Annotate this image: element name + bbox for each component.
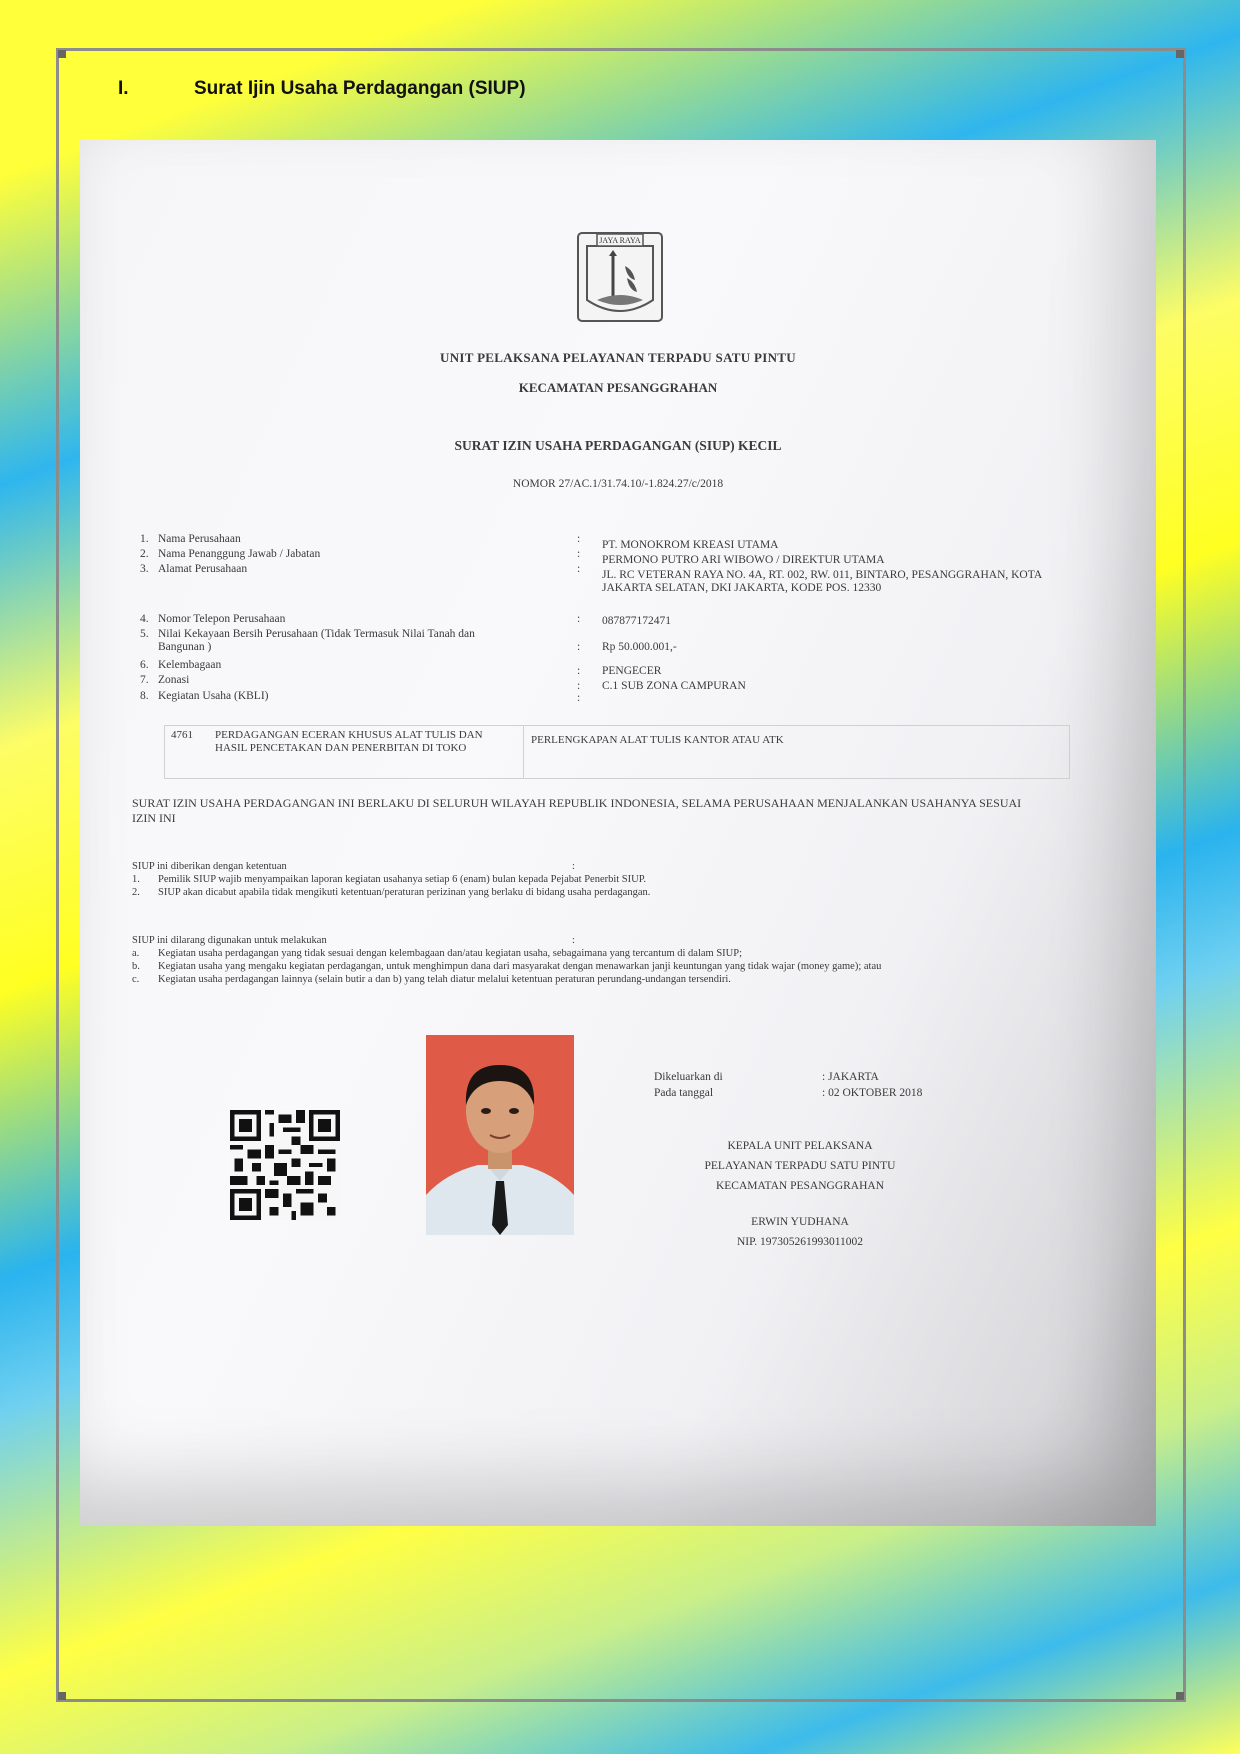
field-label: Nama Perusahaan: [158, 533, 241, 545]
condition-item: [132, 886, 1092, 899]
field-value: C.1 SUB ZONA CAMPURAN: [602, 680, 746, 692]
section-number: I.: [118, 78, 129, 99]
document-title: SURAT IZIN USAHA PERDAGANGAN (SIUP) KECIL: [454, 438, 782, 453]
field-label: Kegiatan Usaha (KBLI): [158, 690, 269, 702]
prohibition-mark: b.: [132, 961, 140, 972]
signatory-title-line2: PELAYANAN TERPADU SATU PINTU: [704, 1160, 896, 1172]
field-colon: :: [577, 641, 581, 653]
condition-mark: 1.: [132, 874, 140, 885]
prohibitions-section: [132, 934, 1092, 986]
signatory-title-line3: KECAMATAN PESANGGRAHAN: [715, 1180, 885, 1192]
document-number: NOMOR 27/AC.1/31.74.10/-1.824.27/c/2018: [512, 478, 724, 490]
prohibition-item: [132, 947, 1092, 960]
signatory-nip: NIP. 197305261993011002: [736, 1236, 864, 1248]
field-value: PT. MONOKROM KREASI UTAMA: [602, 539, 779, 551]
frame-corner-bottom-right: [1176, 1692, 1184, 1700]
kbli-description: PERDAGANGAN ECERAN KHUSUS ALAT TULIS DAN HASIL PENCETAKAN DAN PENERBITAN DI TOKO: [215, 729, 483, 754]
office-name-line2: KECAMATAN PESANGGRAHAN: [518, 380, 718, 395]
field-label: Zonasi: [158, 674, 190, 686]
signatory-name: ERWIN YUDHANA: [751, 1216, 849, 1228]
field-colon: :: [577, 613, 581, 625]
field-colon: :: [577, 665, 581, 677]
issued-on-label: Pada tanggal: [654, 1087, 714, 1099]
field-number: 5.: [140, 628, 149, 640]
field-colon: :: [577, 563, 581, 575]
emblem-text: JAYA RAYA: [599, 236, 641, 245]
kbli-product: PERLENGKAPAN ALAT TULIS KANTOR ATAU ATK: [531, 734, 784, 746]
signatory-title-line1: KEPALA UNIT PELAKSANA: [727, 1140, 873, 1152]
conditions-colon: :: [572, 861, 575, 872]
field-colon: :: [577, 533, 581, 545]
field-label: Alamat Perusahaan: [158, 563, 248, 575]
owner-portrait-photo: [426, 1035, 574, 1235]
field-value: 087877172471: [602, 615, 671, 627]
condition-text: Pemilik SIUP wajib menyampaikan laporan kegiatan usahanya setiap 6 (enam) bulan kepada Pejabat Penerbit SIUP.: [158, 874, 647, 885]
field-value: JL. RC VETERAN RAYA NO. 4A, RT. 002, RW. 011, BINTARO, PESANGGRAHAN, KOTA JAKARTA SELATAN, DKI JAKARTA, KODE POS. 12330: [602, 569, 1042, 594]
frame-corner-top-left: [58, 50, 66, 58]
section-title: Surat Ijin Usaha Perdagangan (SIUP): [194, 78, 526, 99]
office-name-line1: UNIT PELAKSANA PELAYANAN TERPADU SATU PINTU: [440, 350, 796, 365]
field-label: Nilai Kekayaan Bersih Perusahaan (Tidak Termasuk Nilai Tanah dan Bangunan ): [158, 628, 475, 653]
field-label: Kelembagaan: [158, 659, 222, 671]
issued-at-value: : JAKARTA: [822, 1071, 879, 1083]
field-label: Nomor Telepon Perusahaan: [158, 613, 286, 625]
prohibition-text: Kegiatan usaha yang mengaku kegiatan perdagangan, untuk menghimpun dana dari masyarakat dengan menawarkan janji keuntungan yang tidak wajar (money game); atau: [158, 961, 882, 972]
frame-corner-bottom-left: [58, 1692, 66, 1700]
prohibitions-heading-text: SIUP ini dilarang digunakan untuk melakukan: [132, 935, 327, 946]
prohibition-item: [132, 973, 1092, 986]
field-number: 8.: [140, 690, 149, 702]
field-number: 2.: [140, 548, 149, 560]
signatory-block: [650, 1136, 950, 1252]
prohibition-mark: c.: [132, 974, 140, 985]
prohibitions-colon: :: [572, 935, 575, 946]
validity-statement: SURAT IZIN USAHA PERDAGANGAN INI BERLAKU DI SELURUH WILAYAH REPUBLIK INDONESIA, SELAMA PERUSAHAAN MENJALANKAN USAHANYA SESUAI IZIN INI: [132, 796, 1022, 825]
condition-item: [132, 873, 1092, 886]
conditions-section: [132, 860, 1092, 899]
issued-at-label: Dikeluarkan di: [654, 1071, 723, 1083]
prohibition-text: Kegiatan usaha perdagangan yang tidak sesuai dengan kelembagaan dan/atau kegiatan usaha, sebagaimana yang tercantum di dalam SIUP;: [158, 948, 742, 959]
field-label: Nama Penanggung Jawab / Jabatan: [158, 548, 321, 560]
field-colon: :: [577, 548, 581, 560]
field-number: 6.: [140, 659, 149, 671]
prohibition-item: [132, 960, 1048, 973]
condition-mark: 2.: [132, 887, 140, 898]
kbli-divider: [523, 726, 524, 778]
qr-code-icon: [230, 1110, 340, 1220]
field-number: 4.: [140, 613, 149, 625]
siup-document-photo: [80, 140, 1156, 1526]
field-colon: :: [577, 680, 581, 692]
prohibitions-heading: [132, 934, 1092, 947]
kbli-code: 4761: [171, 729, 193, 741]
field-colon: :: [577, 692, 581, 704]
field-number: 1.: [140, 533, 149, 545]
conditions-heading-text: SIUP ini diberikan dengan ketentuan: [132, 861, 287, 872]
conditions-heading: [132, 860, 1092, 873]
jakarta-emblem-icon: [575, 230, 665, 326]
field-value: PERMONO PUTRO ARI WIBOWO / DIREKTUR UTAMA: [602, 554, 885, 566]
prohibition-mark: a.: [132, 948, 140, 959]
frame-corner-top-right: [1176, 50, 1184, 58]
field-value: PENGECER: [602, 665, 662, 677]
field-number: 7.: [140, 674, 149, 686]
prohibition-text: Kegiatan usaha perdagangan lainnya (selain butir a dan b) yang telah diatur melalui ketentuan peraturan perundang-undangan tersendiri.: [158, 974, 731, 985]
condition-text: SIUP akan dicabut apabila tidak mengikuti ketentuan/peraturan perizinan yang berlaku di bidang usaha perdagangan.: [158, 887, 651, 898]
field-number: 3.: [140, 563, 149, 575]
issued-on-value: : 02 OKTOBER 2018: [822, 1087, 923, 1099]
field-value: Rp 50.000.001,-: [602, 641, 677, 653]
kbli-table: [164, 725, 1070, 779]
section-heading: [118, 78, 526, 100]
